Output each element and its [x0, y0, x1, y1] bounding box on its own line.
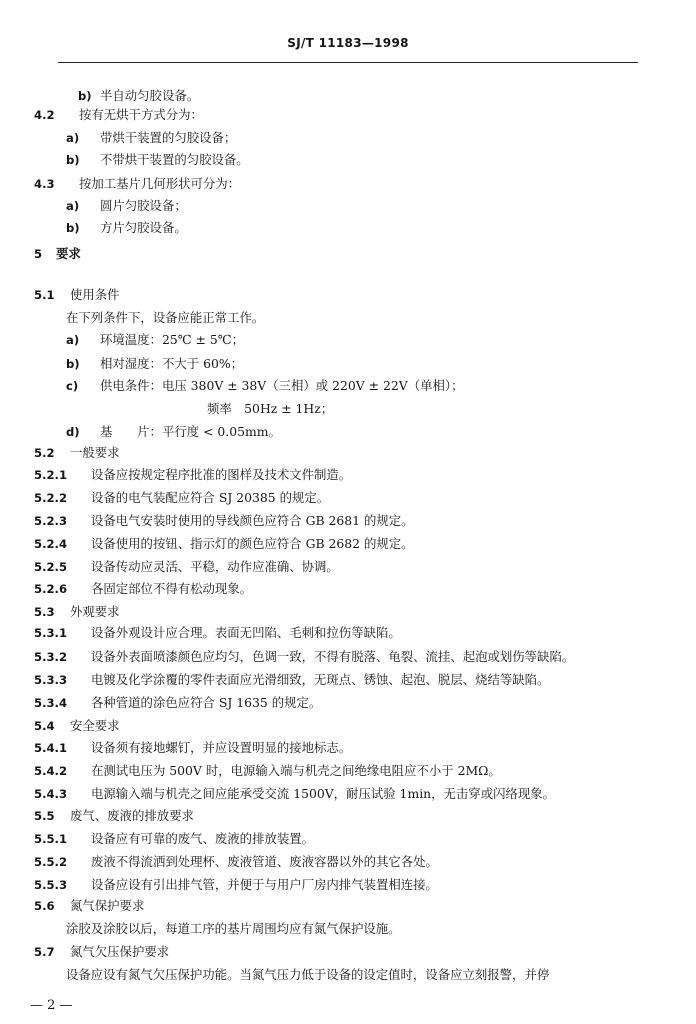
text-line [34, 581, 252, 597]
text-line [66, 220, 187, 236]
text-line [34, 944, 169, 960]
clause-text: 各种管道的涂色应符合 SJ 1635 的规定。 [91, 695, 322, 710]
text-line [34, 107, 203, 123]
text-line [34, 513, 414, 529]
clause-number: c) [66, 379, 79, 393]
text-line [34, 625, 401, 641]
text-line [207, 401, 333, 417]
clause-number: 5.3.4 [34, 696, 68, 710]
clause-text: 要求 [56, 246, 81, 261]
clause-text: 频率 50Hz ± 1Hz； [207, 401, 334, 416]
text-line [34, 898, 144, 914]
text-line [66, 310, 264, 326]
text-line [66, 378, 463, 394]
clause-number: 4.2 [34, 108, 55, 122]
clause-number: 5.4.1 [34, 741, 68, 755]
clause-text: 设备外观设计应合理。表面无凹陷、毛刺和拉伤等缺陷。 [91, 625, 401, 640]
clause-text: 一般要求 [70, 445, 120, 460]
clause-text: 相对湿度：不大于 60%； [100, 356, 243, 371]
text-line [34, 559, 339, 575]
text-line [34, 490, 329, 506]
clause-text: 使用条件 [70, 287, 120, 302]
text-line [66, 130, 236, 146]
clause-number: b) [66, 221, 80, 235]
text-line [66, 152, 249, 168]
clause-text: 带烘干装置的匀胶设备； [100, 130, 237, 145]
text-line [34, 536, 414, 552]
clause-number: a) [66, 131, 80, 145]
clause-number: 5.2.5 [34, 560, 68, 574]
clause-number: 5.7 [34, 945, 55, 959]
clause-number: b) [66, 357, 80, 371]
clause-text: 设备电气安装时使用的导线颜色应符合 GB 2681 的规定。 [91, 513, 414, 528]
clause-number: b) [66, 153, 80, 167]
clause-text: 设备应按规定程序批准的图样及技术文件制造。 [91, 467, 352, 482]
clause-text: 环境温度：25℃ ± 5℃； [100, 332, 244, 347]
clause-number: 5 [34, 247, 43, 261]
text-line [34, 786, 555, 802]
clause-text: 外观要求 [70, 604, 120, 619]
text-line [34, 445, 120, 461]
clause-text: 氮气欠压保护要求 [70, 944, 170, 959]
clause-text: 废液不得流洒到处理杯、废液管道、废液容器以外的其它各处。 [91, 854, 438, 869]
clause-number: 5.1 [34, 288, 55, 302]
clause-text: 方片匀胶设备。 [100, 220, 187, 235]
text-line [66, 198, 187, 214]
text-line [66, 921, 401, 937]
clause-number: 5.4.3 [34, 787, 68, 801]
clause-text: 在下列条件下，设备应能正常工作。 [66, 310, 265, 325]
clause-text: 设备的电气装配应符合 SJ 20385 的规定。 [91, 490, 330, 505]
clause-text: 按有无烘干方式分为： [79, 107, 203, 122]
clause-number: b) [78, 89, 92, 103]
clause-text: 设备应设有引出排气管，并便于与用户厂房内排气装置相连接。 [91, 877, 438, 892]
clause-text: 设备须有接地螺钉，并应设置明显的接地标志。 [91, 740, 352, 755]
clause-number: 5.6 [34, 899, 55, 913]
clause-text: 设备外表面喷漆颜色应均匀，色调一致，不得有脱落、龟裂、流挂、起泡或划伤等缺陷。 [91, 649, 575, 664]
clause-number: 4.3 [34, 177, 55, 191]
clause-number: 5.2.1 [34, 468, 68, 482]
text-line [66, 424, 281, 440]
clause-text: 安全要求 [70, 718, 120, 733]
clause-text: 在测试电压为 500V 时，电源输入端与机壳之间绝缘电阻应不小于 2MΩ。 [91, 763, 501, 778]
text-line [34, 740, 351, 756]
clause-number: a) [66, 333, 80, 347]
text-line [34, 763, 501, 779]
clause-text: 按加工基片几何形状可分为： [79, 176, 241, 191]
clause-number: 5.3.3 [34, 673, 68, 687]
clause-text: 设备传动应灵活、平稳，动作应准确、协调。 [91, 559, 339, 574]
text-line [34, 287, 120, 303]
clause-number: 5.2.4 [34, 537, 68, 551]
text-line [34, 695, 321, 711]
text-line [34, 246, 81, 262]
page-header [58, 32, 638, 63]
clause-text: 设备应有可靠的废气、废液的排放装置。 [91, 831, 315, 846]
clause-number: 5.3.2 [34, 650, 68, 664]
clause-number: 5.2.3 [34, 514, 68, 528]
clause-text: 设备使用的按钮、指示灯的颜色应符合 GB 2682 的规定。 [91, 536, 414, 551]
clause-text: 基 片：平行度 < 0.05mm。 [100, 424, 281, 439]
text-line [66, 356, 243, 372]
clause-text: 圆片匀胶设备； [100, 198, 187, 213]
clause-text: 氮气保护要求 [70, 898, 145, 913]
text-line [78, 88, 199, 104]
clause-number: 5.4 [34, 719, 55, 733]
clause-text: 设备应设有氮气欠压保护功能。当氮气压力低于设备的设定值时，设备应立刻报警，并停 [66, 967, 550, 982]
text-line [66, 967, 549, 983]
clause-number: 5.2 [34, 446, 55, 460]
text-line [34, 718, 120, 734]
text-line [34, 604, 120, 620]
clause-number: d) [66, 425, 80, 439]
clause-text: 各固定部位不得有松动现象。 [91, 581, 253, 596]
standard-number: SJ/T 11183—1998 [287, 36, 409, 50]
text-line [34, 877, 438, 893]
text-line [34, 672, 549, 688]
clause-number: 5.4.2 [34, 764, 68, 778]
clause-text: 电源输入端与机壳之间应能承受交流 1500V，耐压试验 1min，无击穿或闪络现象。 [91, 786, 556, 801]
clause-text: 不带烘干装置的匀胶设备。 [100, 152, 249, 167]
clause-number: a) [66, 199, 80, 213]
clause-number: 5.5.1 [34, 832, 68, 846]
page-number: — 2 — [30, 998, 73, 1013]
clause-number: 5.3.1 [34, 626, 68, 640]
clause-text: 涂胶及涂胶以后，每道工序的基片周围均应有氮气保护设施。 [66, 921, 401, 936]
text-line [34, 649, 574, 665]
text-line [34, 467, 351, 483]
clause-text: 半自动匀胶设备。 [100, 88, 200, 103]
text-line [34, 831, 314, 847]
clause-number: 5.5.3 [34, 878, 68, 892]
clause-text: 供电条件：电压 380V ± 38V（三相）或 220V ± 22V（单相）； [100, 378, 464, 393]
clause-number: 5.5 [34, 809, 55, 823]
text-line [34, 808, 194, 824]
clause-text: 电镀及化学涂覆的零件表面应光滑细致，无斑点、锈蚀、起泡、脱层、烧结等缺陷。 [91, 672, 550, 687]
clause-text: 废气、废液的排放要求 [70, 808, 194, 823]
clause-number: 5.2.6 [34, 582, 68, 596]
text-line [34, 176, 240, 192]
clause-number: 5.5.2 [34, 855, 68, 869]
clause-number: 5.3 [34, 605, 55, 619]
text-line [66, 332, 244, 348]
text-line [34, 854, 438, 870]
clause-number: 5.2.2 [34, 491, 68, 505]
